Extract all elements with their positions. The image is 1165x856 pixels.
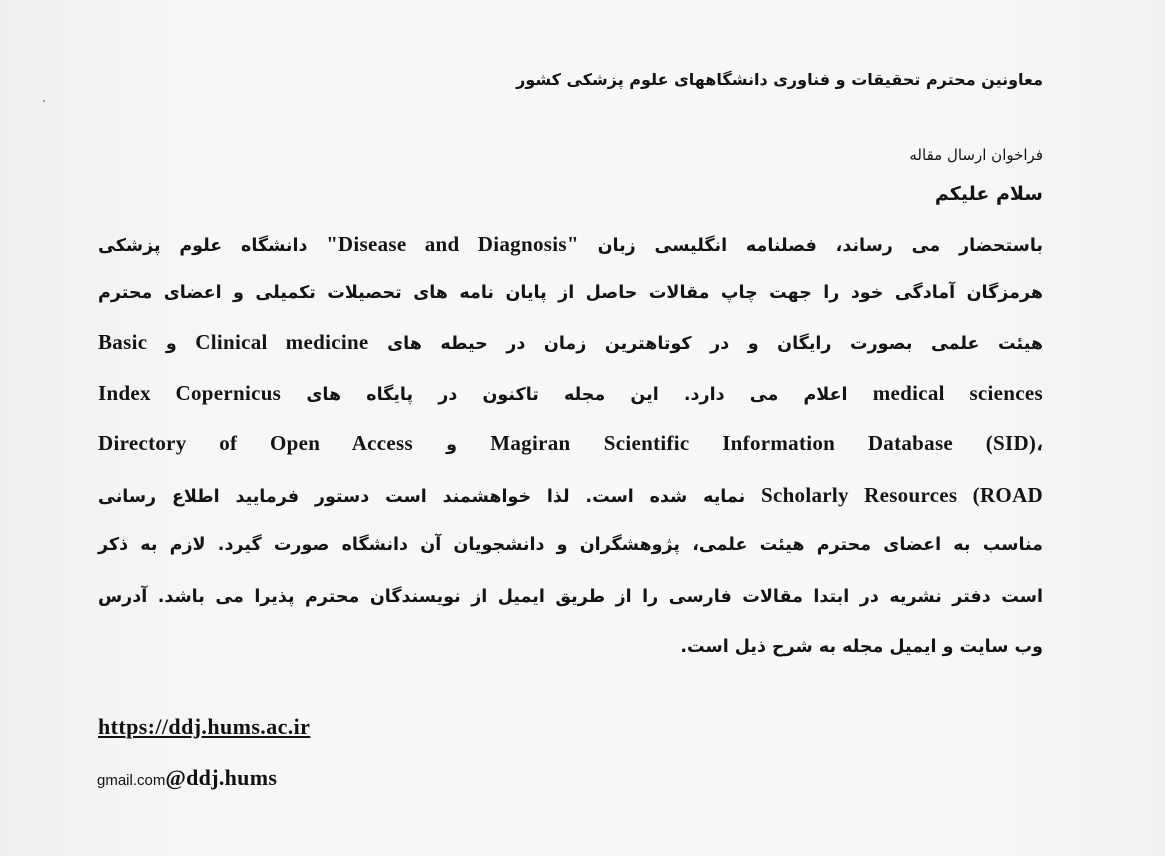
recipient-line: معاونین محترم تحقیقات و فناوری دانشگاههای علوم پزشکی کشور <box>516 70 1043 89</box>
body-line: هیئت علمی بصورت رایگان و در کوتاهترین زمان در حیطه های Clinical medicine و Basic <box>98 330 1043 354</box>
scan-speck <box>43 100 45 102</box>
email-user: @ddj.hums <box>165 765 278 790</box>
email-address[interactable] <box>97 765 277 791</box>
body-line: وب سایت و ایمیل مجله به شرح ذیل است. <box>680 637 1043 657</box>
subject-line: فراخوان ارسال مقاله <box>909 146 1043 164</box>
body-line: Scientific Information Database (SID)، Magiran و Directory of Open Access <box>98 431 1043 455</box>
website-link[interactable]: https://ddj.hums.ac.ir <box>98 714 311 739</box>
body-line: medical sciences اعلام می دارد. این مجله تاکنون در پایگاه های Index Copernicus <box>98 381 1043 405</box>
body-line: مناسب به اعضای محترم هیئت علمی، پژوهشگران و دانشجویان آن دانشگاه صورت گیرد. لازم به ذکر <box>98 535 1043 555</box>
greeting: سلام علیکم <box>934 183 1043 205</box>
body-line: Scholarly Resources (ROAD نمایه شده است. لذا خواهشمند است دستور فرمایید اطلاع رسانی <box>98 483 1043 507</box>
body-line: است دفتر نشریه در ابتدا مقالات فارسی را از طریق ایمیل از نویسندگان محترم پذیرا می باشد. آدرس <box>98 587 1043 607</box>
email-domain: gmail.com <box>97 772 166 789</box>
body-line: باستحضار می رساند، فصلنامه انگلیسی زبان "Disease and Diagnosis" دانشگاه علوم پزشکی <box>98 232 1043 256</box>
body-line: هرمزگان آمادگی خود را جهت چاپ مقالات حاصل از پایان نامه های تحصیلات تکمیلی و اعضای محترم <box>98 283 1043 303</box>
